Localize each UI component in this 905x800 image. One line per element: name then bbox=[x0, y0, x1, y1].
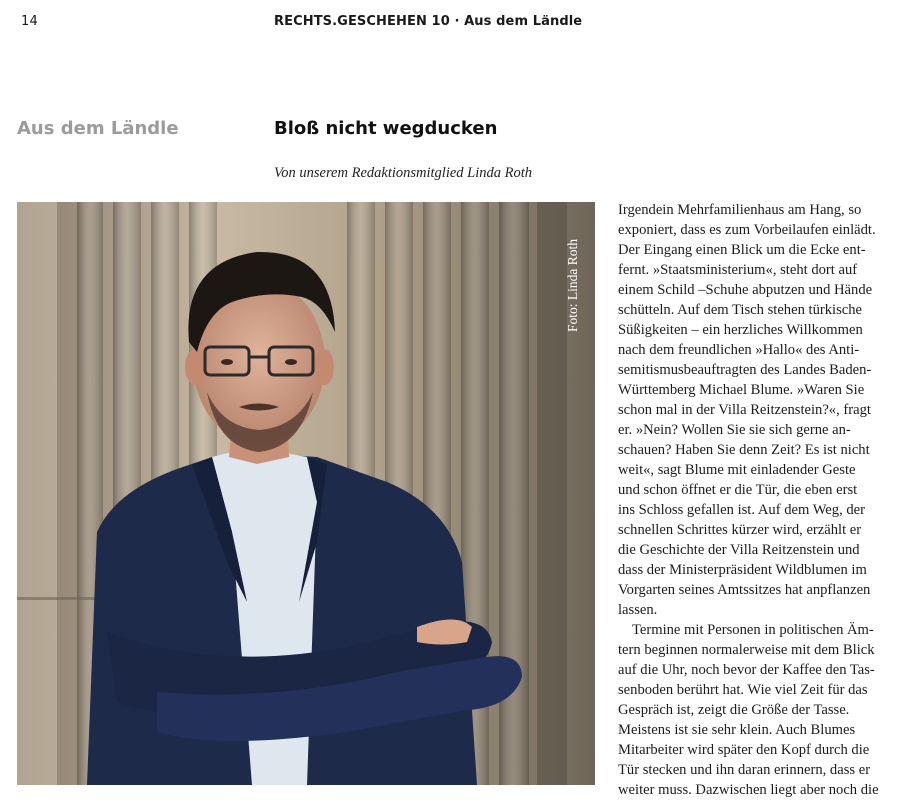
running-head: RECHTS.GESCHEHEN 10 · Aus dem Ländle bbox=[274, 14, 583, 29]
body-line: schon mal in der Villa Reitzenstein?«, fragt bbox=[618, 402, 871, 418]
body-line: Termine mit Personen in politischen Äm- bbox=[632, 622, 874, 638]
body-line: auf die Uhr, noch bevor der Kaffee den Tas- bbox=[618, 662, 875, 678]
body-line: einem Schild –Schuhe abputzen und Hände bbox=[618, 282, 873, 298]
body-line: er. »Nein? Wollen Sie sie sich gerne an- bbox=[618, 422, 851, 438]
body-line: fernt. »Staatsministerium«, steht dort auf bbox=[618, 262, 858, 278]
portrait-illustration bbox=[17, 202, 595, 785]
body-line: schnellen Schrittes kürzer wird, erzählt er bbox=[618, 522, 862, 538]
body-line: ins Schloss gefallen ist. Auf dem Weg, der bbox=[618, 502, 866, 518]
body-line: Meistens ist sie sehr klein. Auch Blumes bbox=[618, 722, 856, 738]
page-number: 14 bbox=[21, 14, 38, 29]
article-body bbox=[618, 200, 900, 800]
body-line: weiter muss. Dazwischen liegt aber noch die bbox=[618, 782, 879, 798]
body-line: Tür stecken und ihn daran erinnern, dass er bbox=[618, 762, 871, 778]
body-line: dass der Ministerpräsident Wildblumen im bbox=[618, 562, 867, 578]
body-line: die Geschichte der Villa Reitzenstein und bbox=[618, 542, 860, 558]
body-line: senboden berührt hat. Wie viel Zeit für das bbox=[618, 682, 868, 698]
body-line: weit«, sagt Blume mit einladender Geste bbox=[618, 462, 856, 478]
portrait-photo bbox=[17, 202, 595, 785]
body-line: lassen. bbox=[618, 602, 658, 618]
body-line: Irgendein Mehrfamilienhaus am Hang, so bbox=[618, 202, 862, 218]
body-line: schauen? Haben Sie denn Zeit? Es ist nicht bbox=[618, 442, 870, 458]
body-line: Württemberg Michael Blume. »Waren Sie bbox=[618, 382, 865, 398]
photo-credit: Foto: Linda Roth bbox=[565, 238, 580, 332]
body-line: nach dem freundlichen »Hallo« des Anti- bbox=[618, 342, 860, 358]
body-line: und schon öffnet er die Tür, die eben erst bbox=[618, 482, 858, 498]
section-label: Aus dem Ländle bbox=[17, 118, 179, 139]
body-line: Süßigkeiten – ein herzliches Willkommen bbox=[618, 322, 863, 338]
body-line: tern beginnen normalerweise mit dem Blick bbox=[618, 642, 875, 658]
body-line: Mitarbeiter wird später den Kopf durch die bbox=[618, 742, 870, 758]
body-line: semitismusbeauftragten des Landes Baden- bbox=[618, 362, 872, 378]
body-line: schütteln. Auf dem Tisch stehen türkische bbox=[618, 302, 863, 318]
article-headline: Bloß nicht wegducken bbox=[274, 118, 498, 139]
body-line: Vorgarten seines Amtssitzes hat anpflanzen bbox=[618, 582, 871, 598]
body-line: exponiert, dass es zum Vorbeilaufen einlädt. bbox=[618, 222, 876, 238]
body-line: Gespräch ist, zeigt die Größe der Tasse. bbox=[618, 702, 850, 718]
article-byline: Von unserem Redaktionsmitglied Linda Roth bbox=[274, 165, 533, 181]
body-line: Der Eingang einen Blick um die Ecke ent- bbox=[618, 242, 866, 258]
